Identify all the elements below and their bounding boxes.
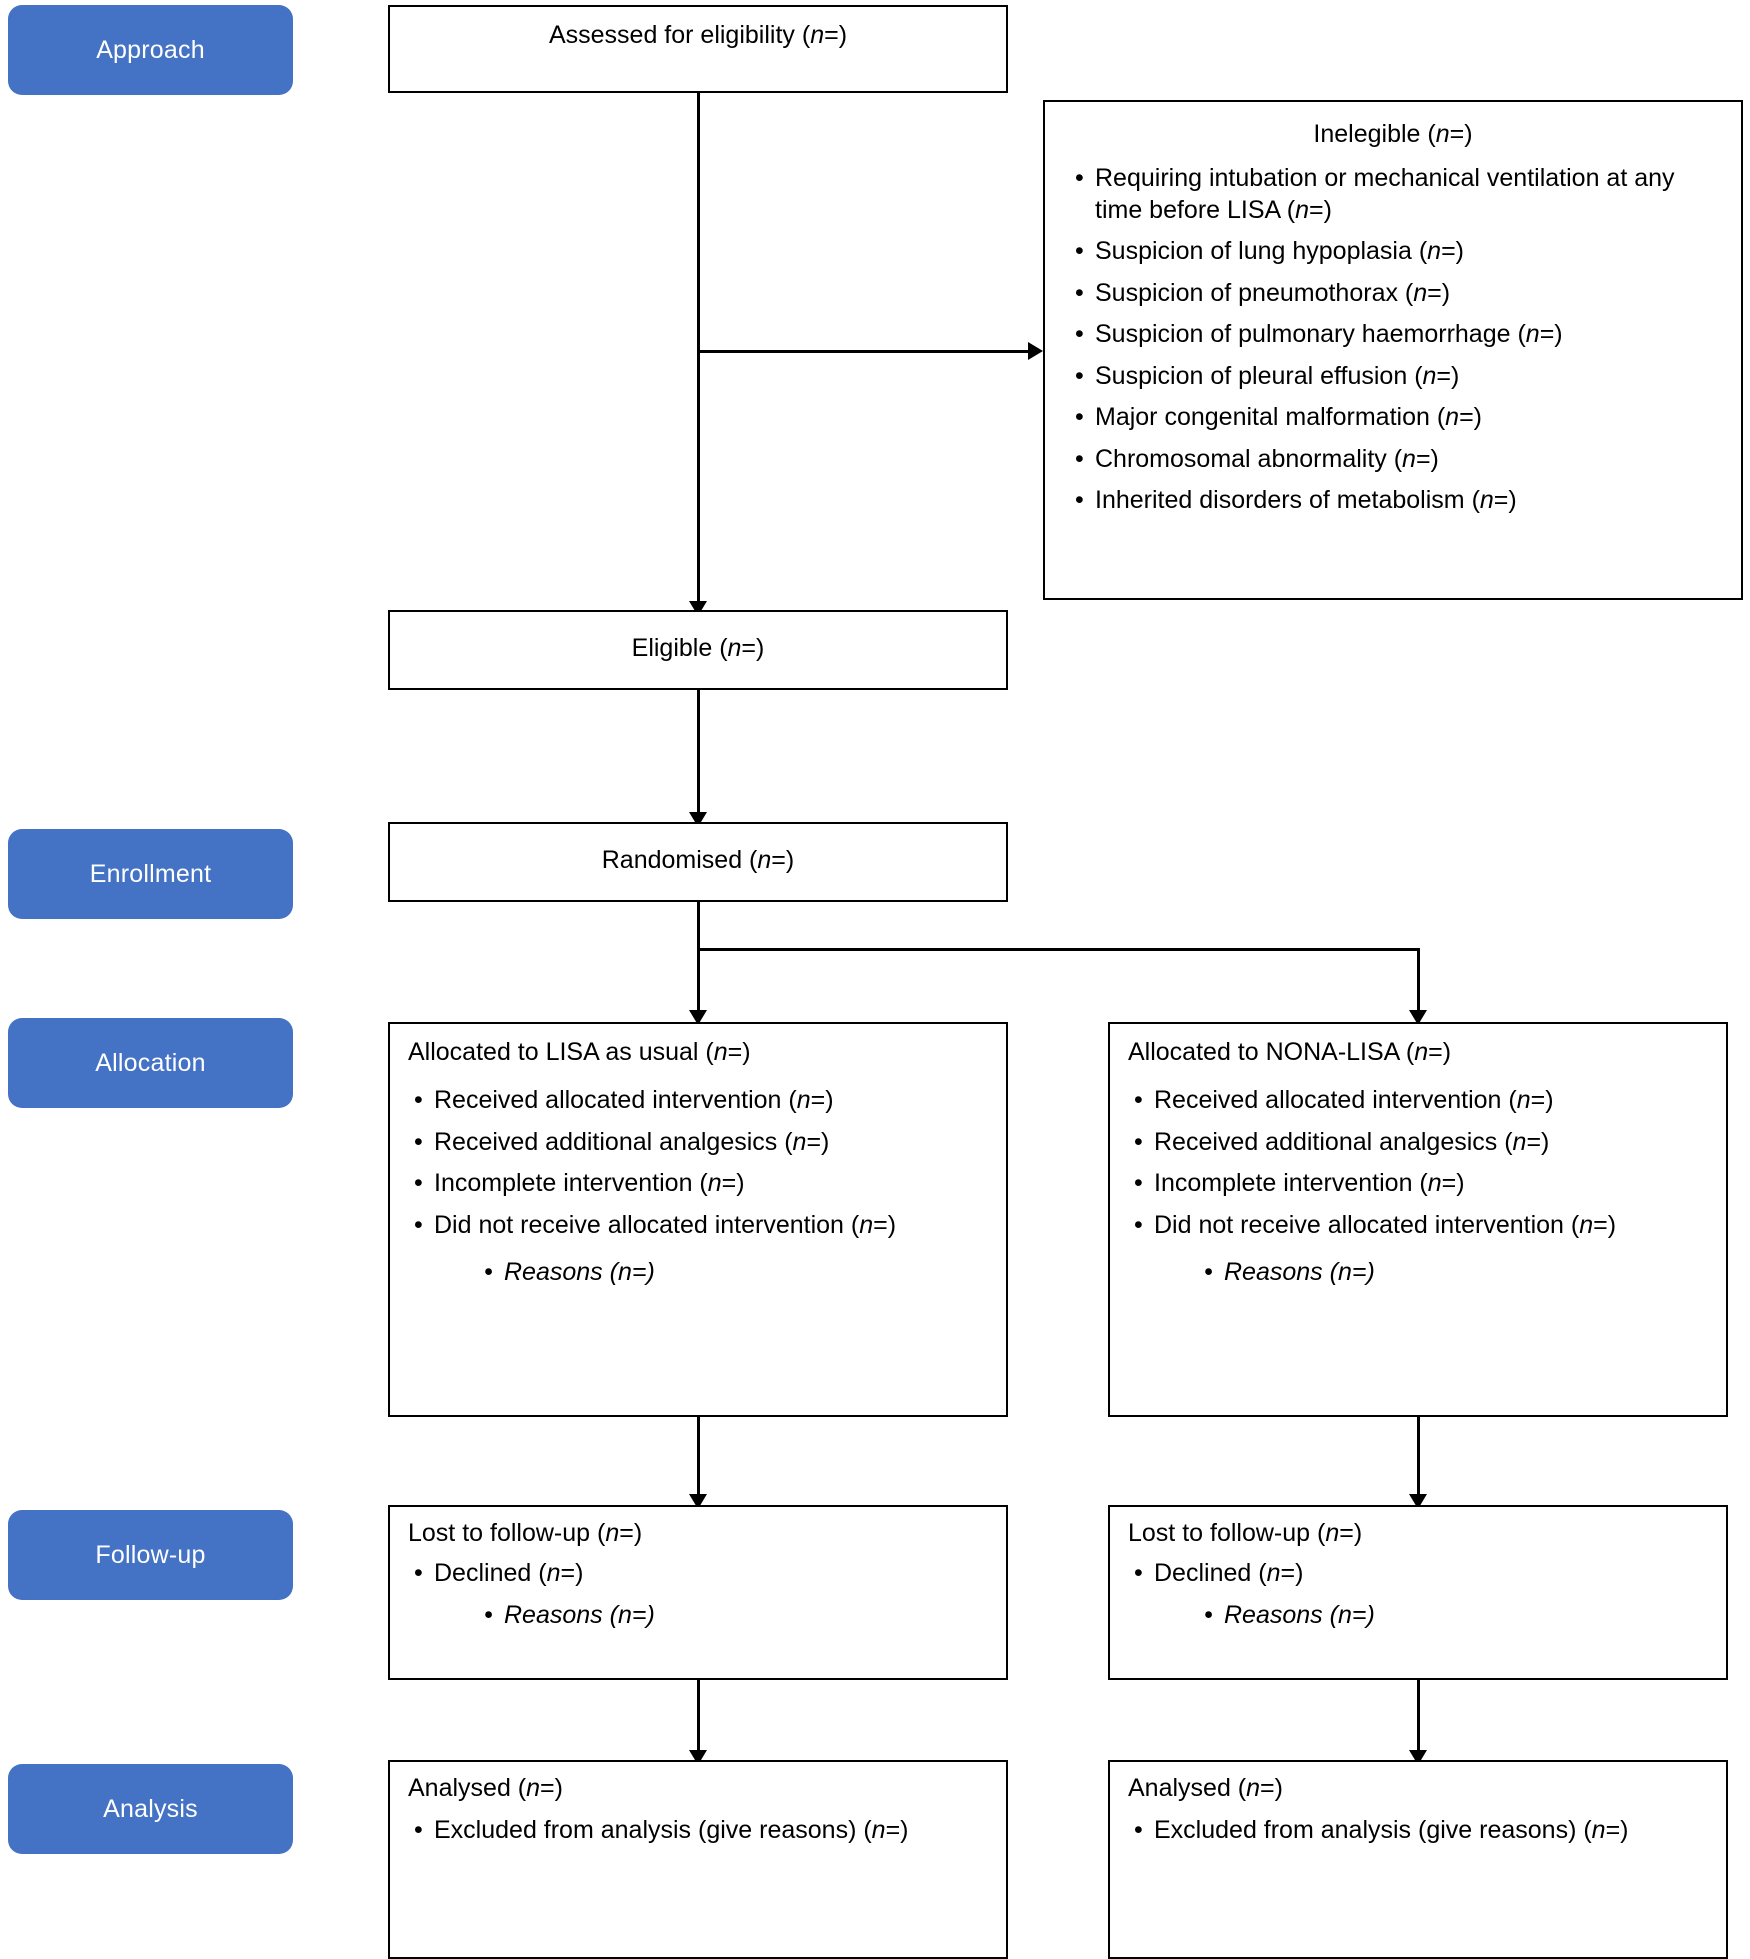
box-analysis-right-title: Analysed (n=): [1128, 1774, 1283, 1802]
follow-right-list: [1128, 1558, 1708, 1631]
list-item: • Received additional analgesics (n=): [1128, 1127, 1708, 1159]
ineligible-reason-list: [1045, 163, 1741, 517]
list-item: • Did not receive allocated intervention (n=): [408, 1210, 988, 1242]
connector-alloc-left-to-follow: [697, 1417, 700, 1499]
list-item: • Inherited disorders of metabolism (n=): [1069, 485, 1719, 517]
list-item: • Suspicion of pleural effusion (n=): [1069, 361, 1719, 393]
list-item: • Major congenital malformation (n=): [1069, 402, 1719, 434]
box-lost-to-followup-right: [1108, 1505, 1728, 1680]
stage-label-enrollment-text: Enrollment: [89, 859, 212, 888]
box-lost-to-followup-left: [388, 1505, 1008, 1680]
box-eligible: [388, 610, 1008, 690]
box-follow-left-title: Lost to follow-up (n=): [408, 1519, 643, 1547]
stage-label-followup-text: Follow-up: [95, 1540, 206, 1569]
box-eligible-title: Eligible (n=): [631, 634, 765, 662]
arrowhead-ineligible: [1028, 342, 1043, 360]
box-ineligible: [1043, 100, 1743, 600]
list-item: • Suspicion of lung hypoplasia (n=): [1069, 236, 1719, 268]
alloc-left-list: [408, 1085, 988, 1289]
box-allocated-nona-lisa: [1108, 1022, 1728, 1417]
connector-alloc-right-to-follow: [1417, 1417, 1420, 1499]
list-item: • Received allocated intervention (n=): [408, 1085, 988, 1117]
stage-label-approach-text: Approach: [96, 35, 205, 64]
list-item: • Excluded from analysis (give reasons) (n=): [1128, 1815, 1708, 1847]
list-item-reasons: • Reasons (n=): [1128, 1257, 1708, 1289]
box-randomised-title: Randomised (n=): [601, 846, 795, 874]
list-item: • Requiring intubation or mechanical ventilation at any time before LISA (n=): [1069, 163, 1719, 226]
connector-randomised-stem: [697, 902, 700, 950]
connector-follow-left-to-analysis: [697, 1680, 700, 1755]
list-item: • Incomplete intervention (n=): [1128, 1168, 1708, 1200]
connector-randomised-split: [697, 948, 1419, 951]
alloc-right-list: [1128, 1085, 1708, 1289]
analysis-left-list: [408, 1815, 988, 1847]
connector-to-ineligible: [697, 350, 1032, 353]
box-alloc-right-title: Allocated to NONA-LISA (n=): [1128, 1038, 1452, 1066]
list-item: • Suspicion of pulmonary haemorrhage (n=): [1069, 319, 1719, 351]
list-item: • Suspicion of pneumothorax (n=): [1069, 278, 1719, 310]
stage-label-allocation: [8, 1018, 293, 1108]
box-assessed-title: Assessed for eligibility (n=): [548, 21, 848, 49]
stage-label-approach: [8, 5, 293, 95]
stage-label-followup: [8, 1510, 293, 1600]
list-item: • Received additional analgesics (n=): [408, 1127, 988, 1159]
stage-label-analysis-text: Analysis: [103, 1794, 198, 1823]
list-item-reasons: • Reasons (n=): [408, 1257, 988, 1289]
box-analysis-left-title: Analysed (n=): [408, 1774, 563, 1802]
list-item: • Declined (n=): [1128, 1558, 1708, 1590]
stage-label-analysis: [8, 1764, 293, 1854]
connector-eligible-to-randomised: [697, 690, 700, 815]
box-follow-right-title: Lost to follow-up (n=): [1128, 1519, 1363, 1547]
box-randomised: [388, 822, 1008, 902]
connector-follow-right-to-analysis: [1417, 1680, 1420, 1755]
box-alloc-left-title: Allocated to LISA as usual (n=): [408, 1038, 751, 1066]
analysis-right-list: [1128, 1815, 1708, 1847]
stage-label-enrollment: [8, 829, 293, 919]
box-allocated-lisa-as-usual: [388, 1022, 1008, 1417]
box-assessed-for-eligibility: [388, 5, 1008, 93]
list-item: • Declined (n=): [408, 1558, 988, 1590]
list-item: • Did not receive allocated intervention (n=): [1128, 1210, 1708, 1242]
list-item: • Excluded from analysis (give reasons) (n=): [408, 1815, 988, 1847]
stage-label-allocation-text: Allocation: [95, 1048, 206, 1077]
list-item: • Incomplete intervention (n=): [408, 1168, 988, 1200]
list-item-reasons: • Reasons (n=): [1128, 1600, 1708, 1632]
list-item: • Chromosomal abnormality (n=): [1069, 444, 1719, 476]
box-analysed-left: [388, 1760, 1008, 1959]
list-item: • Received allocated intervention (n=): [1128, 1085, 1708, 1117]
box-analysed-right: [1108, 1760, 1728, 1959]
list-item-reasons: • Reasons (n=): [408, 1600, 988, 1632]
box-ineligible-title: Inelegible (n=): [1313, 120, 1473, 148]
follow-left-list: [408, 1558, 988, 1631]
